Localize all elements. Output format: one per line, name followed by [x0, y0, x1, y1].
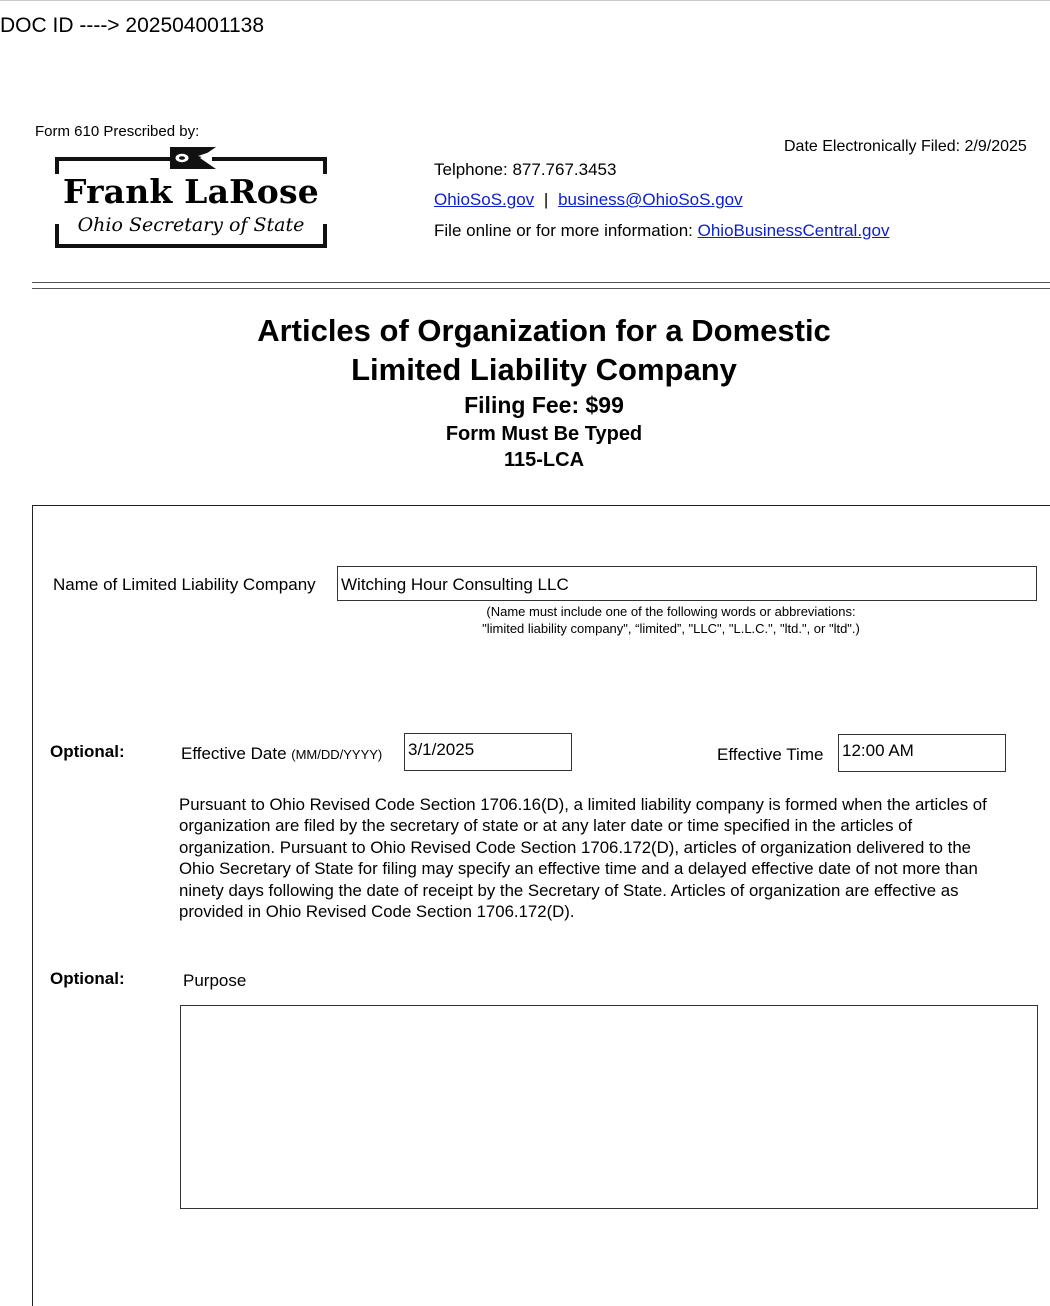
file-online-info [434, 221, 889, 241]
secretary-of-state-logo [52, 144, 330, 252]
header-rule-top [32, 282, 1050, 283]
file-online-label: File online or for more information: [434, 221, 693, 240]
contact-links [434, 190, 743, 210]
effective-date-statute-paragraph: Pursuant to Ohio Revised Code Section 1706.16(D), a limited liability company is formed when the articles of organization are filed by the secretary of state or at any later date or time specified in the articles of organization. Pursuant to Ohio Revised Code Section 1706.172(D), articles of organization delivered to the Ohio Secretary of State for filing may specify an effective time and a delayed effective date of not more than ninety days following the date of receipt by the Secretary of State. Articles of organization are effective as provided in Ohio Revised Code Section 1706.172(D). [179, 795, 987, 922]
logo-subtitle: Ohio Secretary of State [77, 214, 305, 236]
title-line-1: Articles of Organization for a Domestic [257, 313, 831, 348]
form-must-be-typed: Form Must Be Typed [445, 423, 643, 445]
link-separator: | [543, 190, 549, 209]
ohiosos-link[interactable]: OhioSoS.gov [434, 190, 535, 209]
name-note-line-1: (Name must include one of the following words or abbreviations: [486, 604, 856, 619]
company-name-field[interactable]: Witching Hour Consulting LLC [337, 566, 1037, 601]
name-requirement-note [346, 603, 996, 637]
company-name-label: Name of Limited Liability Company [53, 575, 316, 594]
effective-date-text: Effective Date [181, 744, 287, 763]
optional-label-purpose: Optional: [50, 969, 125, 988]
name-note-line-2: "limited liability company", “limited”, "LLC", "L.L.C.", "ltd.", or "ltd".) [482, 621, 860, 636]
logo-name: Frank LaRose [63, 172, 319, 211]
prescribed-by: Form 610 Prescribed by: [35, 123, 200, 140]
form-code: 115-LCA [503, 449, 585, 471]
filing-fee: Filing Fee: $99 [464, 392, 624, 418]
purpose-label: Purpose [183, 971, 247, 990]
telephone: Telphone: 877.767.3453 [434, 160, 617, 179]
header-rule-bottom [32, 288, 1050, 289]
email-link[interactable]: business@OhioSoS.gov [558, 190, 743, 209]
effective-date-format: (MM/DD/YYYY) [291, 747, 383, 762]
effective-time-field[interactable]: 12:00 AM [838, 734, 1006, 772]
effective-time-label: Effective Time [717, 745, 824, 764]
optional-label-effective: Optional: [50, 742, 125, 761]
business-central-link[interactable]: OhioBusinessCentral.gov [697, 221, 890, 240]
top-divider [0, 0, 1050, 1]
date-electronically-filed: Date Electronically Filed: 2/9/2025 [784, 138, 1027, 155]
purpose-field[interactable] [180, 1005, 1038, 1209]
effective-date-field[interactable]: 3/1/2025 [404, 733, 572, 771]
doc-id: DOC ID ----> 202504001138 [0, 14, 264, 37]
effective-date-label [181, 744, 382, 764]
title-line-2: Limited Liability Company [351, 352, 737, 387]
